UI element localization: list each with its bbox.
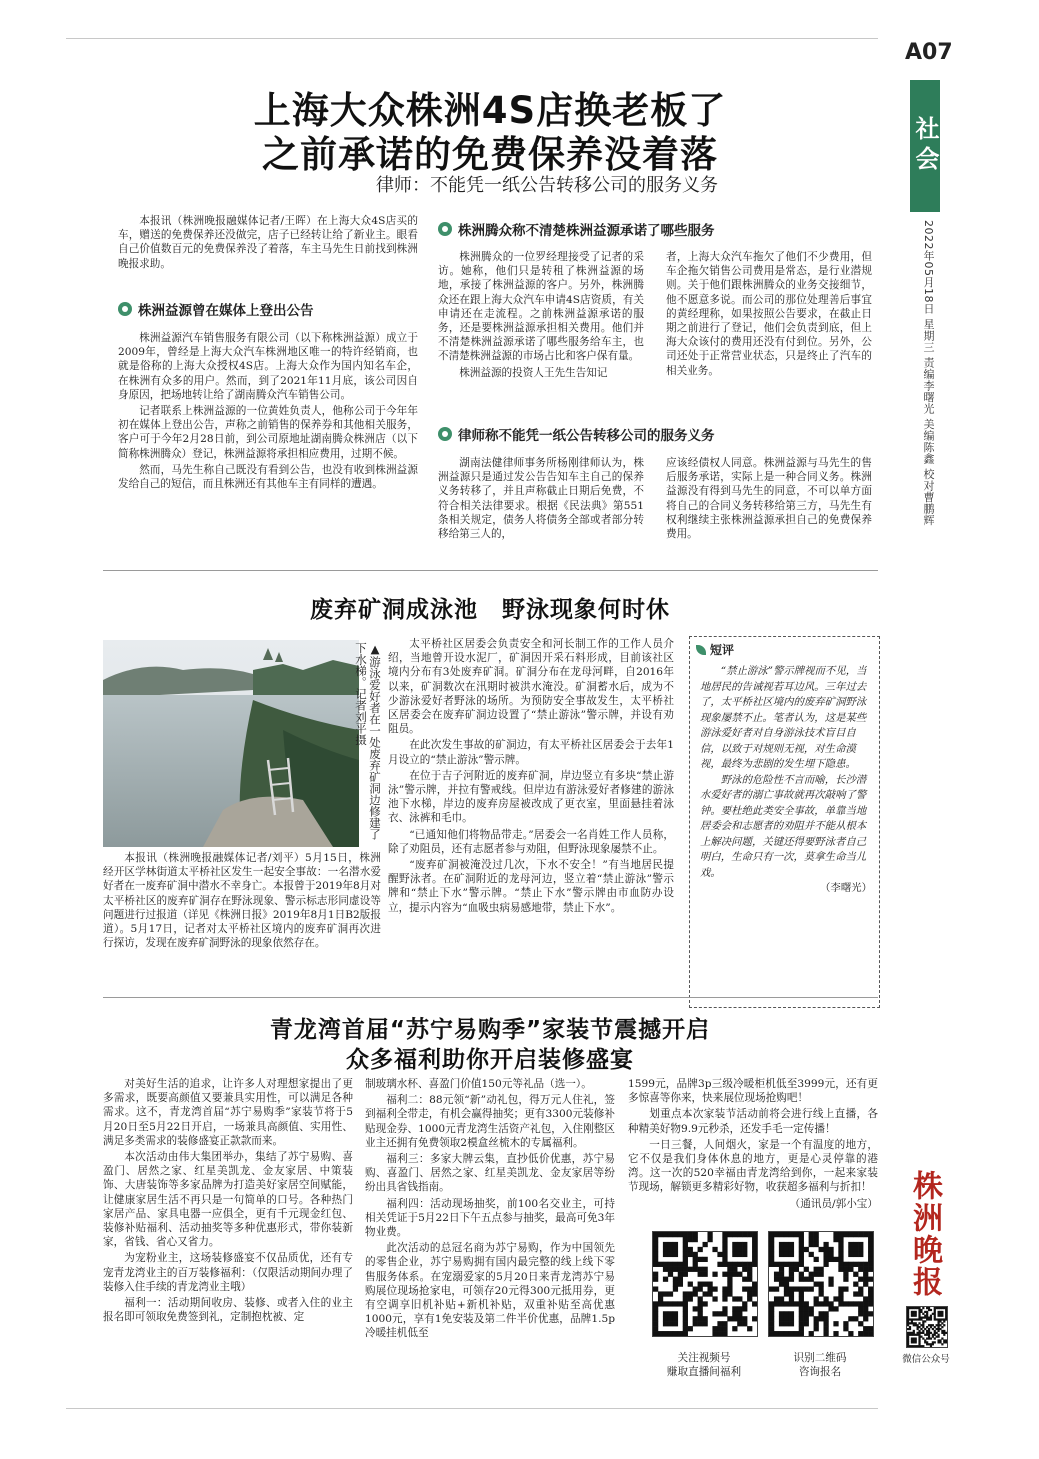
qr2-caption-line1: 识别二维码 bbox=[793, 1352, 847, 1364]
story1-sub2 bbox=[438, 219, 868, 239]
story1-sub2-p1a: 株洲腾众的一位罗经理接受了记者的采访。她称，他们只是转租了株洲益源的场地，承接了株洲益源的客户。另外，株洲腾众还在跟上海大众汽车申请4S店资质，有关申请还在走流程。之前株洲益源承诺的服务，还是要株洲益源承担相关费用。他们并不清楚株洲益源承诺了哪些服务给车主，也不清楚株洲益源的市场占比和客户保有量。 bbox=[438, 251, 644, 363]
wechat-caption: 微信公众号 bbox=[902, 1354, 950, 1365]
story2-col2-p2: 在此次发生事故的矿洞边，有太平桥社区居委会于去年1月设立的“禁止游泳”警示牌。 bbox=[388, 739, 674, 766]
qr1-caption-line1: 关注视频号 bbox=[677, 1352, 731, 1364]
story2-col1-text: 本报讯（株洲晚报融媒体记者/刘平）5月15日，株洲经开区学林街道太平桥社区发生一起安全事故：一名潜水爱好者在一废弃矿洞中潜水不幸身亡。本报曾于2019年8月对太平桥社区的废弃矿洞存在野泳现象、警示标志形同虚设等问题进行过报道（详见《株洲日报》2019年8月1日B2版报道）。5月17日，记者对太平桥社区境内的废弃矿洞再次进行探访，发现在废弃矿洞野泳的现象依然存在。 bbox=[103, 852, 381, 950]
story1-title-line1: 上海大众株洲4S店换老板了 bbox=[253, 89, 727, 132]
story2-col1 bbox=[103, 851, 381, 952]
story-divider-1 bbox=[103, 570, 878, 571]
story1-sub3-p1: 湖南法健律师事务所杨刚律师认为，株洲益源只是通过发公告告知车主自己的保养义务转移了，并且声称截止日期后免费，不符合相关法律要求。根据《民法典》第551条相关规定，债务人将债务全部或者部分转移给第三人的， bbox=[438, 457, 644, 541]
story1-sub3 bbox=[438, 424, 868, 444]
story2-col2 bbox=[388, 637, 674, 917]
story1-sub2-col1 bbox=[438, 250, 644, 382]
story3-col1-p1: 对美好生活的追求，让许多人对理想家提出了更多需求，既要高颜值又要兼具实用性，可以满足各种需求。这不，青龙湾首届“苏宁易购季”家装节将于5月20日至5月22日开启，一场兼具高颜值、实用性、满足多类需求的装修盛宴正款款而来。 bbox=[103, 1078, 353, 1147]
story1-subtitle: 律师：不能凭一纸公告转移公司的服务义务 bbox=[376, 175, 718, 196]
story3-col3-p3: 一日三餐，人间烟火，家是一个有温度的地方，它不仅是我们身体休息的地方，更是心灵停靠的港湾。这一次的520幸福由青龙湾给到你，一起来家装节现场，解锁更多精彩好物，收获超多福利与折扣！ bbox=[628, 1138, 878, 1194]
story3-title-line1: 青龙湾首届“苏宁易购季”家装节震撼开启 bbox=[269, 1017, 711, 1043]
story2-photo bbox=[103, 640, 359, 847]
story3-col2-p5: 此次活动的总冠名商为苏宁易购，作为中国领先的零售企业，苏宁易购拥有国内最完整的线上线下零售服务体系。在宠溺爱家的5月20日来青龙湾苏宁易购展位现场抢家电，可领存20元得300元抵用券，更有空调享旧机补贴+新机补贴，双重补贴至高优惠1000元，享有1免安装及第二件半价优惠，品牌1.5p冷暖挂机低至 bbox=[365, 1242, 615, 1340]
story1-intro bbox=[118, 214, 418, 273]
story1-sub3-col1 bbox=[438, 456, 644, 543]
lake-photo-image bbox=[103, 640, 359, 847]
story-divider-2 bbox=[103, 997, 878, 998]
story3-col3-p2: 划重点本次家装节活动前将会进行线上直播，各种精美好物9.9元秒杀，还发手毛一定传播！ bbox=[628, 1108, 878, 1135]
story1-sub1-p1: 株洲益源汽车销售服务有限公司（以下称株洲益源）成立于2009年，曾经是上海大众汽车株洲地区唯一的特许经销商，也就是俗称的上海大众授权4S店。上海大众作为国内知名车企，在株洲有众多的用户。然而，到了2021年11月底，该公司因自身原因，把场地转让给了湖南腾众汽车销售公司。 bbox=[118, 332, 418, 401]
story1-sub1-p3: 然而，马先生称自己既没有看到公告，也没有收到株洲益源发给自己的短信，而且株洲还有其他车主有同样的遭遇。 bbox=[118, 463, 418, 491]
signup-qr-code[interactable] bbox=[768, 1231, 874, 1337]
commentary-p1: “禁止游泳”警示牌视而不见，当地居民的告诫视若耳边风。三年过去了，太平桥社区境内的废弃矿洞野泳现象屡禁不止。笔者认为，这是某些游泳爱好者对自身游泳技术盲目自信，以致于对规则无视，对生命漠视，最终为悲剧的发生埋下隐患。 bbox=[700, 665, 867, 770]
video-channel-qr-code[interactable] bbox=[652, 1231, 758, 1337]
story3-col1 bbox=[103, 1077, 353, 1326]
commentary-label bbox=[696, 641, 734, 658]
story3-author: （通讯员/郭小宝） bbox=[789, 1197, 878, 1210]
date-line: 2022年05月18日 星期三 责编李曙光 美编陈鑫 校对曹鹏辉 bbox=[922, 220, 935, 526]
story2-col2-p5: “废弃矿洞被淹没过几次，下水不安全！”有当地居民提醒野泳者。在矿洞附近的龙母河边，竖立着“禁止游泳”警示牌和“禁止下水”警示牌。“禁止下水”警示牌由市血防办设立，提示内容为“血吸虫病易感地带，禁止下水”。 bbox=[388, 859, 674, 914]
story3-col1-p3: 为宠粉业主，这场装修盛宴不仅品质优，还有专宠青龙湾业主的百万装修福利：（仅限活动期间办理了装修入住手续的青龙湾业主哦） bbox=[103, 1252, 353, 1293]
story3-col2-p4: 福利四：活动现场抽奖，前100名交业主，可持相关凭证于5月22日下午五点参与抽奖，最高可免3年物业费。 bbox=[365, 1197, 615, 1239]
story2-title: 废弃矿洞成泳池 野泳现象何时休 bbox=[310, 597, 670, 623]
newspaper-logo: 株洲晚报 bbox=[907, 1170, 942, 1298]
story1-sub1-p2: 记者联系上株洲益源的一位黄姓负责人，他称公司于今年年初在媒体上登出公告，声称之前销售的保养券和其他相关服务，客户可于今年2月28日前，到公司原地址湖南腾众株洲店（以下简称株洲腾众）登记，株洲益源将承担相应费用，过期不候。 bbox=[118, 405, 418, 460]
story1-sub3-col2 bbox=[666, 456, 872, 543]
story1-intro-text: 本报讯（株洲晚报融媒体记者/王晖）在上海大众4S店买的车，赠送的免费保养还没做完，店子已经转让给了新业主。眼看自己价值数百元的免费保养没了着落，车主马先生日前找到株洲晚报求助。 bbox=[118, 215, 418, 270]
story3-col3 bbox=[628, 1077, 878, 1211]
commentary-author: （李曙光） bbox=[820, 882, 872, 894]
bullet-circle-icon bbox=[118, 302, 132, 316]
wechat-qr-code[interactable] bbox=[906, 1306, 948, 1348]
story3-col1-p2: 本次活动由伟大集团举办，集结了苏宁易购、喜盈门、居然之家、红星美凯龙、金友家居、中策装饰、大唐装饰等多家品牌为打造美好家居空间赋能，让健康家居生活不再只是一句简单的口号。各种热门家居产品、家具电器一应俱全，更有千元现金红包、装修补贴福利、活动抽奖等多种优惠形式，带你装新家，省钱、省心又省力。 bbox=[103, 1151, 353, 1249]
story3-col2 bbox=[365, 1077, 615, 1343]
story2-col2-p4: “已通知他们将物品带走。”居委会一名肖姓工作人员称，除了劝阻员，还有志愿者参与劝阻，但野泳现象屡禁不止。 bbox=[388, 828, 674, 855]
section-tab: 社会 bbox=[910, 80, 940, 212]
qr2-caption bbox=[752, 1351, 888, 1379]
story1-sub2-p1b: 株洲益源的投资人王先生告知记 bbox=[459, 366, 608, 379]
page-number: A07 bbox=[905, 40, 953, 65]
story1-sub2-p2: 者，上海大众汽车拖欠了他们不少费用，但车企拖欠销售公司费用是常态，是行业潜规则。关于他们跟株洲腾众的业务交接细节，他不愿意多说。而公司的那位处理善后事宜的黄经理称，如果按照公告要求，在截止日期之前进行了登记，他们会负责到底，但上海大众该付的费用还没有付到位。另外，公司还处于正常营业状态，只是终止了汽车的相关业务。 bbox=[666, 251, 872, 377]
story3-col3-p1: 1599元，品牌3p三级冷暖柜机低至3999元，还有更多惊喜等你来，快来展位现场抢购吧！ bbox=[628, 1078, 878, 1105]
bottom-rule bbox=[66, 1408, 878, 1409]
story1-sub3-p2: 应该经债权人同意。株洲益源与马先生的售后服务承诺，实际上是一种合同义务。株洲益源没有得到马先生的同意，不可以单方面将自己的合同义务转移给第三方，马先生有权利继续主张株洲益源承担自己的免费保养费用。 bbox=[666, 457, 872, 541]
story1-sub3-label: 律师称不能凭一纸公告转移公司的服务义务 bbox=[458, 428, 715, 444]
story3-col2-p1: 制玻璃水杯、喜盈门价值150元等礼品（选一）。 bbox=[365, 1078, 592, 1090]
bullet-circle-icon bbox=[438, 427, 452, 441]
commentary-p2: 野泳的危险性不言而喻，长沙潜水爱好者的溺亡事故就再次敲响了警钟。要杜绝此类安全事故，单靠当地居委会和志愿者的劝阻并不能从根本上解决问题，关键还得要野泳者自己明白，生命只有一次，莫拿生命当儿戏。 bbox=[700, 773, 867, 879]
story3-col2-p3: 福利三：多家大牌云集，直抄低价优惠，苏宁易购、喜盈门、居然之家、红星美凯龙、金友家居等纷纷出具省钱指南。 bbox=[365, 1153, 615, 1194]
story1-sub1-body bbox=[118, 331, 418, 493]
bullet-circle-icon bbox=[438, 222, 452, 236]
story1-sub2-col2 bbox=[666, 250, 872, 380]
story3-col2-p2: 福利二：88元领“新”动礼包，得万元人住礼，签到福利全带走，有机会赢得抽奖；更有3300元装修补贴现金券、1000元青龙湾生活资产礼包，入住刚整区业主还拥有免费领取2模盒丝梳木的专属福利。 bbox=[365, 1094, 615, 1149]
story2-caption: ▲游泳爱好者在一处废弃矿洞边修建了下水梯。记者刘平摄 bbox=[354, 642, 382, 840]
qr2-caption-line2: 咨询报名 bbox=[798, 1366, 842, 1378]
story1-title-line2: 之前承诺的免费保养没着落 bbox=[262, 133, 718, 176]
story1-sub1-label: 株洲益源曾在媒体上登出公告 bbox=[138, 303, 314, 319]
commentary-label-text: 短评 bbox=[710, 643, 735, 657]
qr1-caption-line2: 赚取直播间福利 bbox=[666, 1366, 742, 1378]
comment-leaf-icon bbox=[696, 645, 706, 655]
story1-sub1 bbox=[118, 299, 418, 319]
story1-sub2-label: 株洲腾众称不清楚株洲益源承诺了哪些服务 bbox=[458, 223, 715, 239]
story2-col2-p3: 在位于吉子河附近的废弃矿洞，岸边竖立有多块“禁止游泳”警示牌，并拉有警戒线。但岸边有游泳爱好者修建的游泳池下水梯，岸边的废弃房屋被改成了更衣室，里面悬挂着泳衣、泳裤和毛巾。 bbox=[388, 769, 674, 825]
commentary-text bbox=[700, 664, 872, 897]
top-rule bbox=[66, 38, 878, 39]
story3-col1-p4: 福利一：活动期间收房、装修、或者入住的业主报名即可领取免费签到礼，定制抱枕被、定 bbox=[103, 1297, 353, 1324]
story2-col2-p1: 太平桥社区居委会负责安全和河长制工作的工作人员介绍，当地曾开设水泥厂，矿洞因开采石料形成，目前该社区境内分布有3处废弃矿洞。矿洞分布在龙母河畔，自2016年以来，矿洞数次在汛期时被洪水淹没。矿洞蓄水后，成为不少游泳爱好者野泳的场所。为预防安全事故发生，太平桥社区居委会在废弃矿洞边设置了“禁止游泳”警示牌，并设有劝阻员。 bbox=[388, 638, 674, 736]
story3-title-line2: 众多福利助你开启装修盛宴 bbox=[346, 1047, 634, 1073]
